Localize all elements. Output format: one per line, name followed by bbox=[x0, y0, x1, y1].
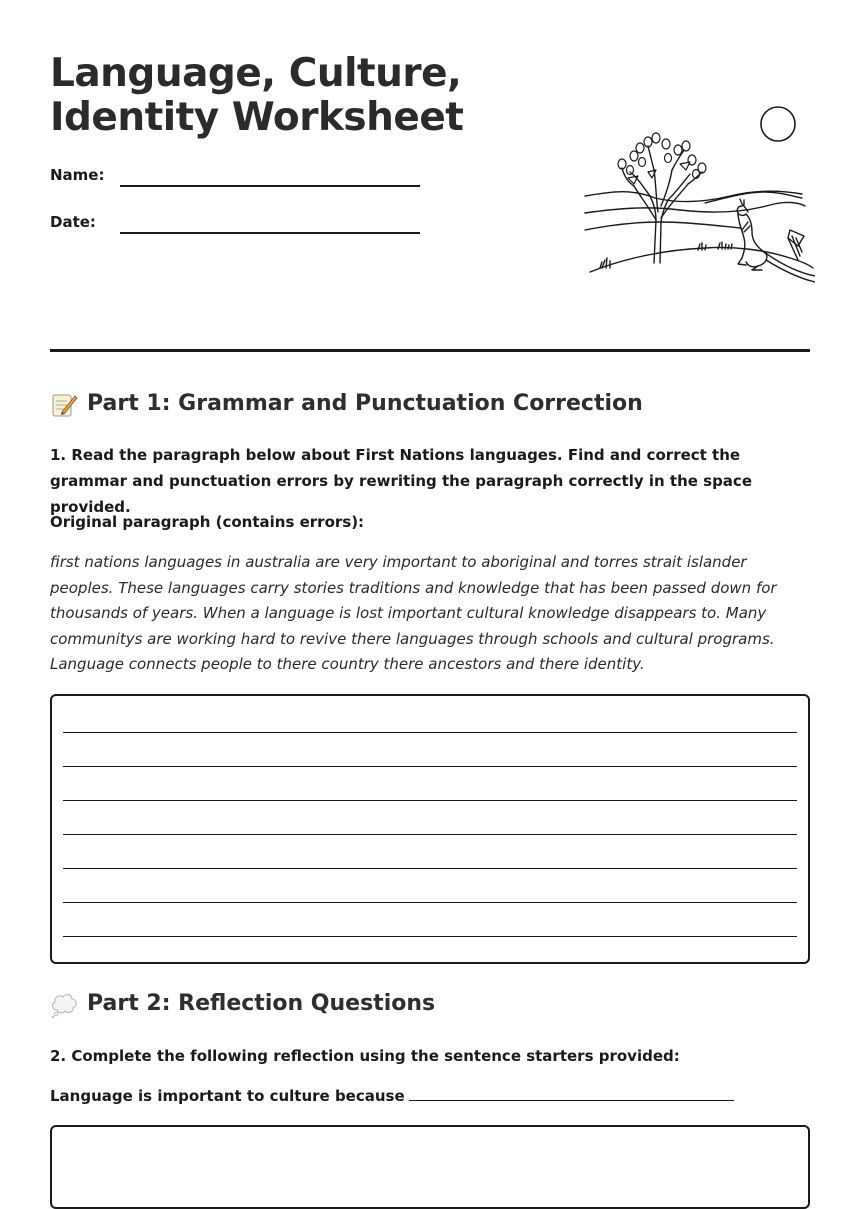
date-input-line[interactable] bbox=[120, 232, 420, 234]
name-field[interactable] bbox=[50, 165, 420, 195]
answer-line[interactable] bbox=[63, 766, 797, 767]
answer-line[interactable] bbox=[63, 800, 797, 801]
original-paragraph-label: Original paragraph (contains errors): bbox=[50, 513, 365, 531]
header-divider bbox=[50, 349, 810, 352]
name-input-line[interactable] bbox=[120, 185, 420, 187]
original-paragraph: first nations languages in australia are very important to aboriginal and torres strait islander peoples. These languages carry stories traditions and knowledge that has been passed down for thousands of years. When a language is lost important cultural knowledge disappears to. Many communitys are working hard to revive there languages through schools and cultural programs. Language connects people to there country there ancestors and there identity. bbox=[50, 553, 777, 674]
answer-line[interactable] bbox=[63, 868, 797, 869]
name-label: Name: bbox=[50, 166, 105, 184]
page-title: Language, Culture, Identity Worksheet bbox=[50, 51, 464, 140]
part1-title: Part 1: Grammar and Punctuation Correction bbox=[87, 391, 643, 416]
memo-icon bbox=[50, 390, 78, 418]
date-label: Date: bbox=[50, 213, 96, 231]
answer-line[interactable] bbox=[63, 936, 797, 937]
worksheet-page bbox=[50, 0, 810, 1105]
part2-answer-box[interactable] bbox=[50, 1125, 810, 1209]
answer-line[interactable] bbox=[63, 732, 797, 733]
outback-kangaroo-illustration bbox=[530, 100, 815, 290]
sentence-starter-1-blank[interactable] bbox=[409, 1086, 734, 1101]
worksheet-header bbox=[50, 0, 810, 352]
answer-line[interactable] bbox=[63, 902, 797, 903]
part1-answer-box[interactable] bbox=[50, 694, 810, 964]
thought-bubble-icon bbox=[50, 990, 78, 1018]
part2-heading bbox=[50, 989, 435, 1019]
part2-question: 2. Complete the following reflection using the sentence starters provided: bbox=[50, 1047, 680, 1065]
sentence-starter-1 bbox=[50, 1085, 734, 1107]
part1-question: 1. Read the paragraph below about First Nations languages. Find and correct the grammar and punctuation errors by rewriting the paragraph correctly in the space provided. bbox=[50, 446, 752, 516]
part2-title: Part 2: Reflection Questions bbox=[87, 991, 436, 1016]
part1-heading bbox=[50, 389, 643, 419]
answer-line[interactable] bbox=[63, 834, 797, 835]
date-field[interactable] bbox=[50, 212, 420, 242]
sentence-starter-1-text: Language is important to culture because bbox=[50, 1087, 405, 1105]
